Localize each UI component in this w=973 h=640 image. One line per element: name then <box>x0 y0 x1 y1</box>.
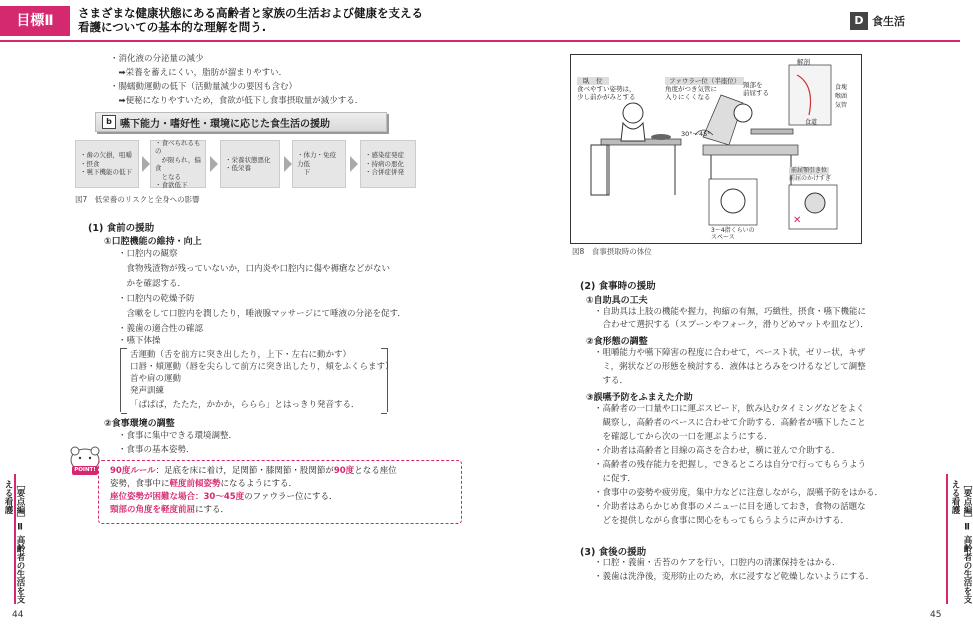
body-line: どを提供しながら食事に関心をもってもらうように声かけする． <box>594 516 850 526</box>
neck-label-text: 頸部を <box>743 81 763 89</box>
anatomy-label-esophagus: 食道 <box>805 119 818 126</box>
flow-text: ・持病の悪化 <box>365 159 404 168</box>
goal-badge: 目標Ⅱ <box>0 6 70 36</box>
point-text: 姿勢，食事中に <box>110 479 170 489</box>
section-tag <box>850 10 905 32</box>
flow-text: ・合併症併発 <box>365 168 404 177</box>
goal-line-1: さまざまな健康状態にある高齢者と家族の生活および健康を支える <box>78 6 423 20</box>
goal-line-2: 看護についての基本的な理解を問う. <box>78 20 267 34</box>
flow-text: ・食欲低下 <box>155 181 188 189</box>
neck-label <box>743 81 769 97</box>
supine-label <box>577 77 636 101</box>
body-line: ・自助具は上肢の機能や握力，拘縮の有無，巧緻性，摂食・嚥下機能に <box>594 307 867 317</box>
point-90-rule: 90度ルール <box>110 466 156 476</box>
list-item: かを確認する． <box>118 279 187 289</box>
body-line: ・口腔・義歯・舌苔のケアを行い，口腔内の清潔保持をはかる． <box>594 558 841 568</box>
point-text: ：足底を床に着け，足関節・膝関節・股関節が <box>155 466 334 476</box>
neck-flex-label <box>789 167 831 183</box>
goal-text <box>78 6 558 34</box>
subheading-self-help: ①自助具の工夫 <box>586 296 648 306</box>
body-line: ・咀嚼能力や嚥下障害の程度に合わせて，ペースト状，ゼリー状，キザ <box>594 348 866 358</box>
body-line: ミ，粥状などの形態を検討する．液体はとろみをつけるなどして調整 <box>594 362 866 372</box>
point-90-degree: 90度 <box>333 466 355 476</box>
anatomy-title: 解剖 <box>797 58 810 66</box>
flow-text: ・低栄養 <box>225 164 251 172</box>
body-line: ・食事中の姿勢や疲労度，集中力などに注意しながら，誤嚥予防をはかる． <box>594 488 884 498</box>
intro-line: ・消化液の分泌量の減少 <box>110 54 204 64</box>
list-item: ・義歯の適合性の確認 <box>118 324 204 334</box>
body-line: ・高齢者の一口量や口に運ぶスピード，飲み込むタイミングなどをよく <box>594 404 865 414</box>
list-item: ・口腔内の観察 <box>118 249 178 259</box>
intro-line: ➡栄養を蓄えにくい，脂肪が溜まりやすい． <box>110 68 288 78</box>
flow-text: が限られ，偏食 <box>155 155 201 172</box>
page-header <box>0 0 960 48</box>
point-forward-lean: 軽度前傾姿勢 <box>169 479 221 489</box>
x-mark-icon: ✕ <box>793 215 802 226</box>
fowler-label <box>665 77 744 101</box>
flow-arrow <box>350 156 358 172</box>
flow-arrow <box>210 156 218 172</box>
body-line: を確認してから次の一口を運ぶようにする． <box>594 432 773 442</box>
body-line: ・高齢者の残存能力を把握し，できるところは自分で行ってもらうよう <box>594 460 867 470</box>
flow-text: となる <box>155 172 181 181</box>
intro-line: ➡便秘になりやすいため，食欲が低下し食事摂取量が減少する． <box>110 96 364 106</box>
figure-8-caption: 図8 食事摂取時の体位 <box>572 247 652 256</box>
flow-text: ・感染症発症 <box>365 151 404 160</box>
angle-label: 30°～45° <box>681 130 711 138</box>
list-item: 含嗽をして口腔内を潤したり，唾液腺マッサージにて唾液の分泌を促す． <box>118 309 406 319</box>
neck-flex-title: 前屈顎引き位 <box>791 167 828 174</box>
flow-text: ・栄養状態悪化 <box>225 155 271 164</box>
point-neck-flexion: 頸部の角度を軽度前屈 <box>110 505 196 515</box>
heading-pre-meal: (1) 食前の援助 <box>88 223 155 234</box>
body-line: 観察し，高齢者のペースに合わせて介助する．高齢者が嚥下したこと <box>594 418 866 428</box>
subheading-oral-function: ①口腔機能の維持・向上 <box>104 237 202 247</box>
fowler-desc: 角度がつき気管に <box>665 85 717 93</box>
point-line-1 <box>110 466 397 477</box>
flow-box <box>292 140 346 188</box>
subheading-aspiration: ③誤嚥予防をふまえた介助 <box>586 393 693 403</box>
list-item: ・口腔内の乾燥予防 <box>118 294 195 304</box>
flow-text: ・食べられるもの <box>155 138 201 155</box>
subheading-food-form: ②食形態の調整 <box>586 337 648 347</box>
flow-arrow <box>284 156 292 172</box>
section-letter-badge: D <box>850 12 868 30</box>
neck-label-text: 前屈する <box>743 89 769 97</box>
flow-box <box>360 140 416 188</box>
body-line: 合わせて選択する（スプーンやフォーク，滑りどめマットや皿など）． <box>594 320 869 330</box>
section-b-title: 嚥下能力・嗜好性・環境に応じた食生活の援助 <box>120 118 330 130</box>
flow-text: 下 <box>297 168 310 177</box>
body-line: ・介助者は高齢者と目線の高さを合わせ，横に並んで介助する． <box>594 446 841 456</box>
exercise-item: 口唇・頬運動（唇を尖らして前方に突き出したり，頬をふくらます） <box>130 362 394 372</box>
list-item: ・食事の基本姿勢． <box>118 445 195 455</box>
body-line: ・介助者はあらかじめ食事のメニューに目を通しておき，食物の話題な <box>594 502 866 512</box>
neck-flex-desc: 前屈のかけすぎ <box>789 175 832 182</box>
section-b-letter: b <box>102 115 116 129</box>
exercise-item: 「ぱぱぱ，たたた，かかか，ららら」とはっきり発音する． <box>130 400 360 410</box>
space-label-text: スペース <box>711 234 735 241</box>
list-item: ・食事に集中できる環境調整． <box>118 431 238 441</box>
point-line-2 <box>110 479 297 490</box>
point-text: となる座位 <box>354 466 397 476</box>
supine-title: 臥 位 <box>577 77 609 85</box>
anatomy-label: 喉頭 <box>835 93 848 100</box>
subheading-meal-environment: ②食事環境の調整 <box>104 419 175 429</box>
section-b-heading <box>95 112 387 132</box>
fowler-desc: 入りにくくなる <box>665 93 711 101</box>
body-line: する． <box>594 376 629 386</box>
left-side-tab-text: ［要点編］Ⅱ 高齢者の生活を支える看護 <box>3 480 25 604</box>
list-item: 食物残渣物が残っていないか，口内炎や口腔内に傷や褥瘡などがない <box>118 264 391 274</box>
supine-desc: 少し前かがみとする <box>577 93 636 101</box>
flow-text: ・体力・免疫力低 <box>297 151 336 168</box>
point-difficult-case: 座位姿勢が困難な場合：30～45度 <box>110 492 245 502</box>
body-line: ・義歯は洗浄後，変形防止のため，水に浸すなど乾燥しないようにする． <box>594 572 875 582</box>
heading-during-meal: (2) 食事時の援助 <box>580 281 656 292</box>
anatomy-labels <box>835 83 847 110</box>
flow-box <box>75 140 139 188</box>
exercise-item: 舌運動（舌を前方に突き出したり，上下・左右に動かす） <box>130 350 352 360</box>
exercise-item: 発声訓練 <box>130 386 165 396</box>
anatomy-label: 食塊 <box>835 84 848 91</box>
exercise-item: 首や肩の運動 <box>130 374 182 384</box>
flow-box <box>150 140 206 188</box>
heading-post-meal: (3) 食後の援助 <box>580 547 647 558</box>
supine-desc: 食べやすい姿勢は， <box>577 85 636 93</box>
flow-text: ・歯の欠損，咀嚼 <box>80 151 132 160</box>
flow-text: ・摂食 <box>80 159 100 168</box>
flow-box <box>220 140 280 188</box>
intro-line: ・腸蠕動運動の低下（活動量減少の要因も含む） <box>110 82 298 92</box>
fowler-title: ファウラー位（半座位） <box>665 77 744 85</box>
point-line-3 <box>110 492 338 503</box>
point-text: にする． <box>195 505 230 515</box>
space-label-text: 3～4指くらいの <box>711 227 755 234</box>
right-side-tab-text: ［要点編］Ⅱ 高齢者の生活を支える看護 <box>950 480 972 604</box>
figure-8 <box>570 54 862 244</box>
point-text: のファウラー位にする． <box>244 492 338 502</box>
point-text: になるようにする． <box>220 479 298 489</box>
body-line: に促す． <box>594 474 636 484</box>
point-line-4 <box>110 505 229 516</box>
figure-7-caption: 図7 低栄養のリスクと全身への影響 <box>75 195 200 204</box>
list-item: ・嚥下体操 <box>118 336 161 346</box>
flow-text: ・嚥下機能の低下 <box>80 168 132 177</box>
section-label: 食生活 <box>872 15 905 28</box>
anatomy-label: 気管 <box>835 102 848 109</box>
flow-arrow <box>142 156 150 172</box>
page-number-right: 45 <box>930 610 942 620</box>
page-number-left: 44 <box>12 610 24 620</box>
space-label <box>711 227 755 241</box>
point-label: POINT! <box>74 467 96 473</box>
